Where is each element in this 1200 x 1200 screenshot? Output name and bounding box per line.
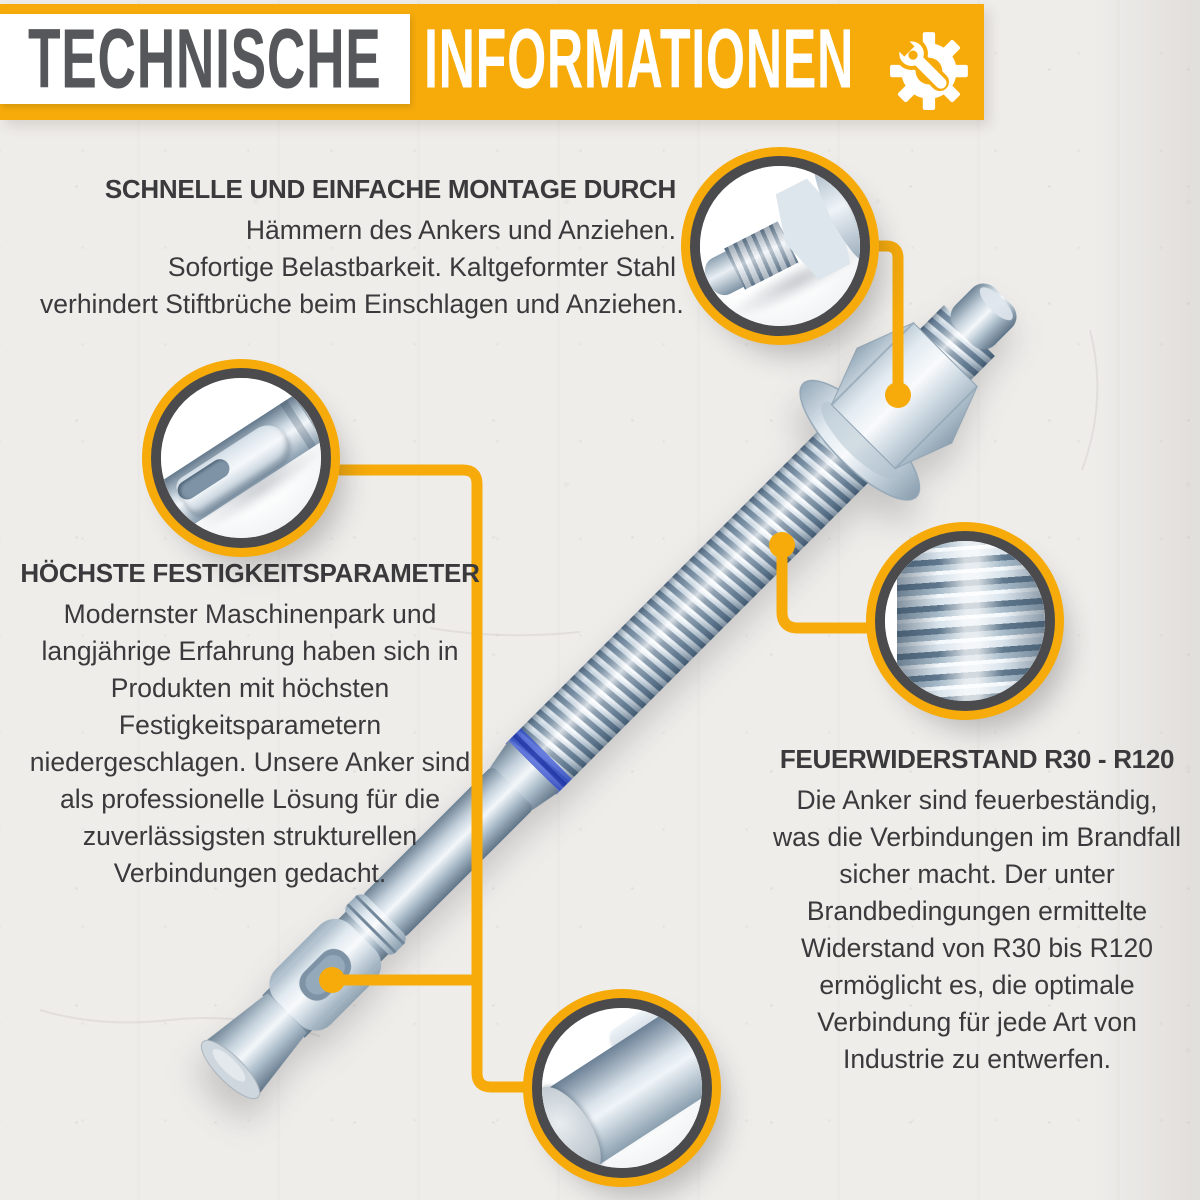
section-festigkeit: [15, 556, 485, 892]
text-line: ermöglicht es, die optimale: [819, 970, 1135, 1000]
text-line: Hämmern des Ankers und Anziehen.: [245, 215, 676, 245]
mini-thread-closeup: [897, 541, 1045, 701]
callout-thread-photo: [885, 541, 1045, 701]
mini-collar-rings: [293, 391, 321, 441]
text-line: niedergeschlagen. Unsere Anker sind: [29, 747, 471, 777]
text-line: sicher macht. Der unter: [839, 859, 1115, 889]
header-banner: [0, 4, 984, 120]
section-feuer: [762, 742, 1192, 1078]
callout-nut-washer-photo: [700, 166, 860, 326]
gear-wrench-icon: [888, 26, 974, 112]
header-title-right: INFORMATIONEN: [424, 11, 855, 106]
text-line: verhindert Stiftbrüche beim Einschlagen und Anziehen.: [40, 289, 684, 319]
section-festigkeit-headline: HÖCHSTE FESTIGKEITSPARAMETER: [20, 558, 480, 588]
header-title-left: TECHNISCHE: [28, 11, 382, 106]
section-montage: [40, 172, 684, 323]
text-line: Brandbedingungen ermittelte: [806, 896, 1148, 926]
section-montage-headline: SCHNELLE UND EINFACHE MONTAGE DURCH: [104, 174, 676, 204]
text-line: Sofortige Belastbarkeit. Kaltgeformter Stahl: [167, 252, 676, 282]
text-line: Verbindung für jede Art von: [817, 1007, 1137, 1037]
callout-expansion-clip: [151, 368, 331, 548]
text-line: Produkten mit höchsten: [110, 673, 390, 703]
callout-cone-tip-photo: [542, 1008, 702, 1168]
callout-nut-washer: [690, 156, 870, 336]
text-line: Die Anker sind feuerbeständig,: [796, 785, 1158, 815]
text-line: Verbindungen gedacht.: [113, 858, 387, 888]
section-feuer-headline: FEUERWIDERSTAND R30 - R120: [779, 744, 1175, 774]
connector-dot-nut: [885, 382, 911, 408]
text-line: was die Verbindungen im Brandfall: [772, 822, 1182, 852]
text-line: zuverlässigsten strukturellen: [82, 821, 418, 851]
callout-expansion-clip-photo: [161, 378, 321, 538]
text-line: langjährige Erfahrung haben sich in: [41, 636, 459, 666]
connector-dot-clip: [319, 967, 345, 993]
text-line: Festigkeitsparametern: [118, 710, 382, 740]
text-line: als professionelle Lösung für die: [59, 784, 441, 814]
text-line: Modernster Maschinenpark und: [63, 599, 437, 629]
connector-right-circle: [782, 552, 868, 628]
callout-thread: [875, 531, 1055, 711]
connector-top-circle: [876, 246, 898, 386]
connector-dot-thread: [769, 532, 795, 558]
text-line: Widerstand von R30 bis R120: [800, 933, 1154, 963]
header-white-box: [0, 11, 410, 106]
text-line: Industrie zu entwerfen.: [842, 1044, 1112, 1074]
callout-cone-tip: [532, 998, 712, 1178]
